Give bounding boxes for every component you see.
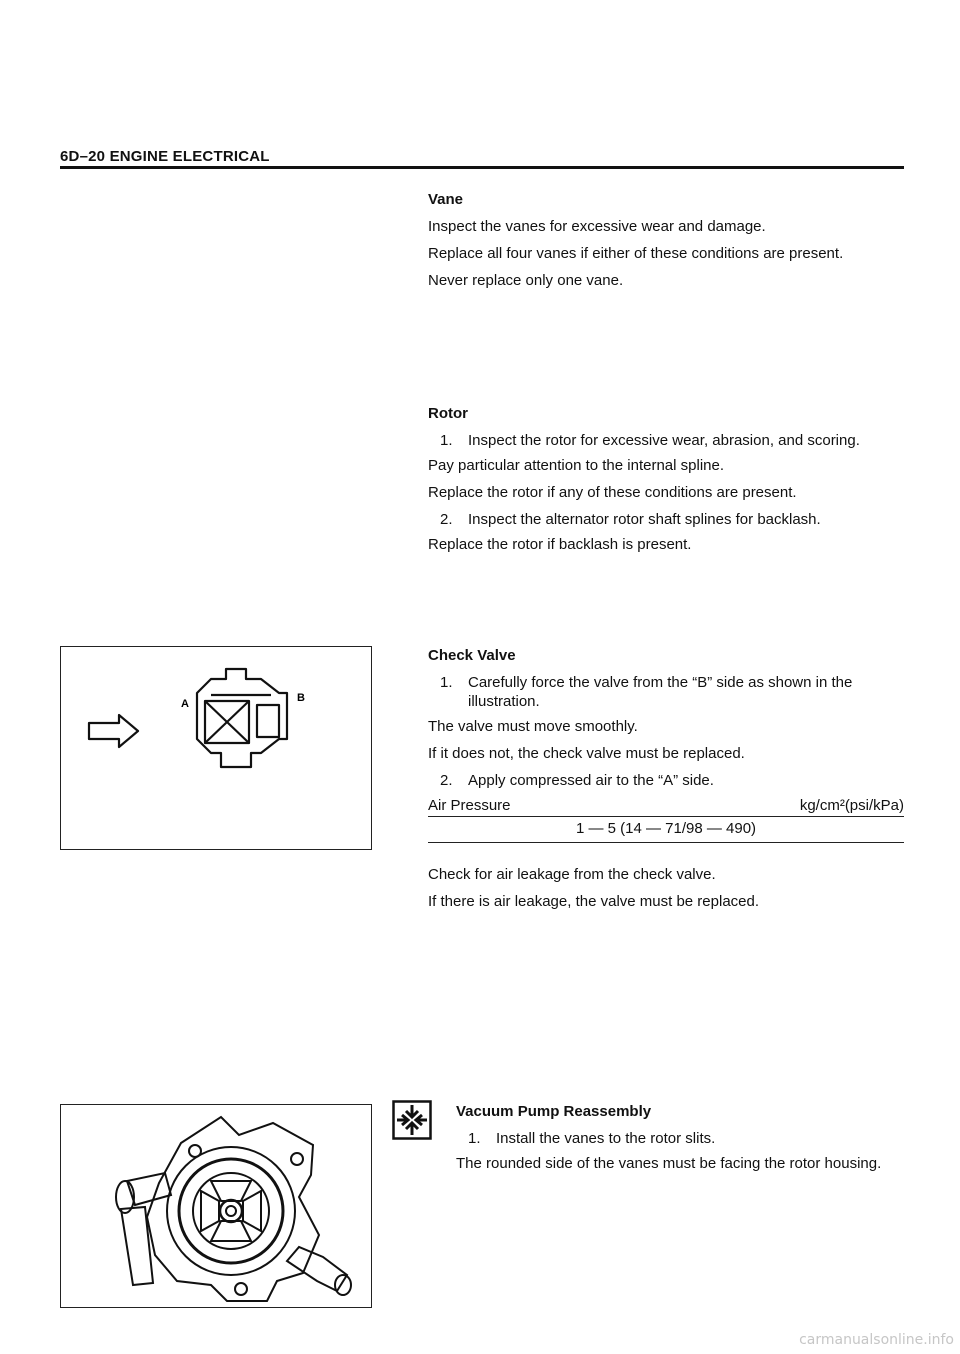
vane-paragraph: Inspect the vanes for excessive wear and damage. bbox=[428, 218, 766, 235]
step-number: 2. bbox=[440, 772, 453, 789]
vane-section bbox=[428, 190, 904, 298]
step-text: Inspect the alternator rotor shaft splines for backlash. bbox=[468, 511, 821, 528]
spec-table-header bbox=[428, 796, 904, 817]
page-header: 6D–20 ENGINE ELECTRICAL bbox=[60, 148, 270, 165]
check-valve-note: Check for air leakage from the check valve. bbox=[428, 866, 716, 883]
step-number: 1. bbox=[440, 432, 453, 449]
spec-unit: kg/cm²(psi/kPa) bbox=[799, 797, 904, 814]
vane-paragraph: Never replace only one vane. bbox=[428, 272, 624, 289]
header-rule bbox=[60, 166, 904, 169]
step-number: 2. bbox=[440, 511, 453, 528]
vane-paragraph: Replace all four vanes if either of these conditions are present. bbox=[428, 245, 844, 262]
label-a: A bbox=[181, 698, 189, 710]
step-note: The rounded side of the vanes must be facing the rotor housing. bbox=[456, 1155, 882, 1172]
arrow-icon bbox=[89, 715, 138, 747]
step-note: Replace the rotor if any of these conditions are present. bbox=[428, 484, 797, 501]
label-b: B bbox=[297, 692, 305, 704]
check-valve-step bbox=[440, 673, 904, 711]
check-valve-note: If there is air leakage, the valve must be replaced. bbox=[428, 893, 760, 910]
vacuum-pump-figure bbox=[60, 1104, 372, 1308]
pump-housing bbox=[147, 1117, 319, 1301]
rotor-step bbox=[440, 431, 904, 450]
reassembly-icon bbox=[392, 1100, 432, 1140]
check-valve-figure bbox=[60, 646, 372, 850]
spec-value: 1 — 5 (14 — 71/98 — 490) bbox=[428, 817, 904, 843]
valve-body bbox=[197, 669, 287, 767]
valve-port bbox=[257, 705, 279, 737]
step-text: Inspect the rotor for excessive wear, abrasion, and scoring. bbox=[468, 432, 860, 449]
step-note: The valve must move smoothly. bbox=[428, 718, 638, 735]
step-text: Carefully force the valve from the “B” side as shown in the illustration. bbox=[468, 674, 853, 710]
reassembly-step bbox=[468, 1129, 904, 1148]
vacuum-pump-illustration bbox=[61, 1105, 371, 1307]
rotor-section bbox=[428, 404, 904, 562]
step-number: 1. bbox=[468, 1130, 481, 1147]
rotor-title: Rotor bbox=[428, 405, 468, 422]
step-number: 1. bbox=[440, 674, 453, 691]
reassembly-section bbox=[456, 1102, 904, 1181]
step-note: If it does not, the check valve must be replaced. bbox=[428, 745, 745, 762]
watermark: carmanualsonline.info bbox=[799, 1332, 954, 1348]
check-valve-section bbox=[428, 646, 904, 919]
step-text: Apply compressed air to the “A” side. bbox=[468, 772, 714, 789]
step-note: Replace the rotor if backlash is present. bbox=[428, 536, 692, 553]
rotor-step bbox=[440, 510, 904, 529]
spec-label: Air Pressure bbox=[428, 797, 511, 814]
reassembly-title: Vacuum Pump Reassembly bbox=[456, 1103, 652, 1120]
check-valve-step bbox=[440, 771, 904, 790]
step-text: Install the vanes to the rotor slits. bbox=[496, 1130, 716, 1147]
step-note: Pay particular attention to the internal spline. bbox=[428, 457, 725, 474]
check-valve-title: Check Valve bbox=[428, 647, 516, 664]
vane-title: Vane bbox=[428, 191, 464, 208]
check-valve-illustration bbox=[61, 647, 371, 849]
